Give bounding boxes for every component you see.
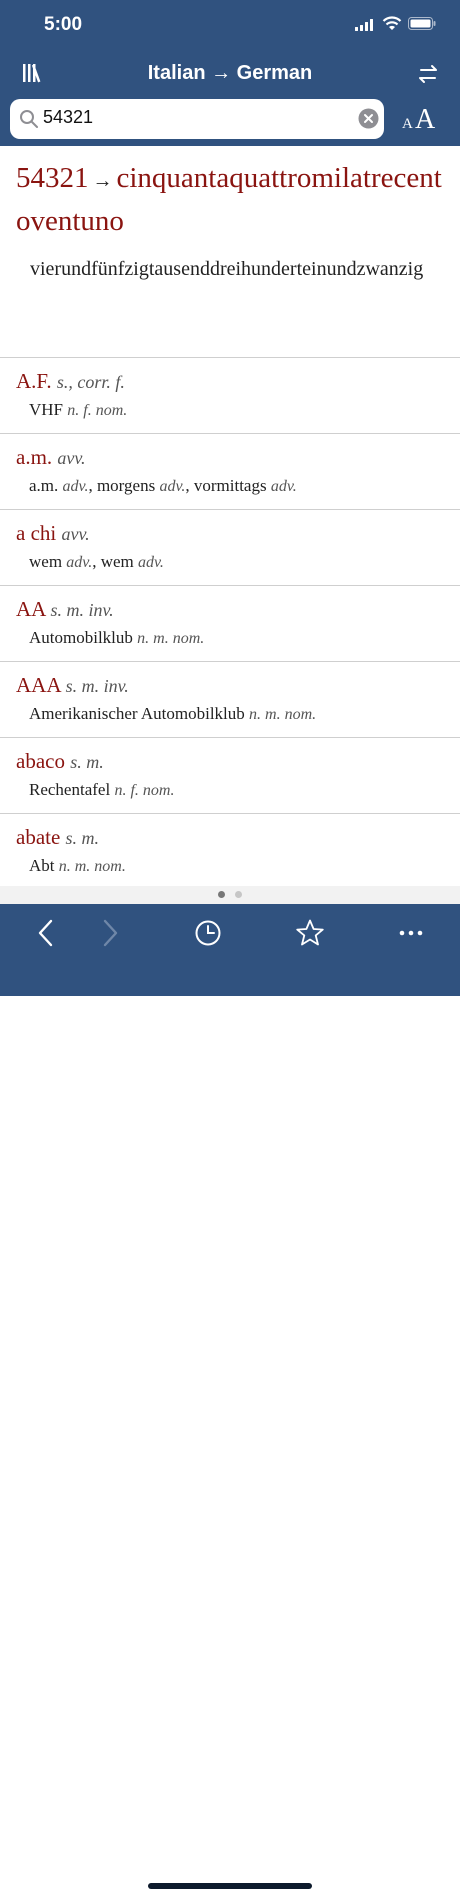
entry-translations — [16, 853, 444, 880]
page-dot-active — [218, 891, 225, 898]
translation-word: a.m. — [29, 476, 59, 495]
translation-word: morgens — [96, 476, 156, 495]
translation-word: vormittags — [193, 476, 267, 495]
font-size-button[interactable] — [400, 106, 442, 136]
list-item[interactable] — [0, 814, 460, 886]
bottom-toolbar — [0, 904, 460, 996]
list-item[interactable] — [0, 738, 460, 814]
back-icon[interactable] — [32, 918, 62, 948]
translation-grammar: adv. — [270, 478, 297, 495]
battery-icon — [408, 17, 436, 30]
translation-word: wem — [29, 552, 63, 571]
main-headword — [16, 158, 444, 241]
entry-list — [0, 358, 460, 886]
entry-grammar: s., corr. f. — [56, 372, 125, 392]
status-bar — [0, 0, 460, 50]
search-input[interactable]: 54321 — [43, 107, 94, 127]
cellular-signal-icon — [355, 19, 375, 31]
clear-search-icon[interactable] — [358, 108, 379, 129]
translation-grammar: n. f. nom. — [67, 402, 128, 419]
translation-grammar: n. m. nom. — [249, 706, 317, 723]
translation-word: Amerikanischer Automobilklub — [29, 704, 245, 723]
list-item[interactable] — [0, 434, 460, 510]
main-translation: vierundfünfzigtausenddreihunderteinundzwanzig — [30, 258, 424, 280]
entry-grammar: avv. — [61, 524, 90, 544]
translation-grammar: adv. — [159, 478, 186, 495]
entry-translations: a.m. adv., morgens adv., vormittags adv. — [29, 476, 297, 495]
entry-headword: a.m. — [16, 445, 53, 469]
entry-headword-line — [16, 594, 444, 625]
entry-headword-line — [16, 442, 444, 473]
entry-headword-line — [16, 518, 444, 549]
entry-headword-line — [16, 670, 444, 701]
arrow-glyph: → — [92, 170, 113, 192]
translation-grammar: n. m. nom. — [58, 858, 126, 875]
entry-translations: wem adv., wem adv. — [29, 552, 164, 571]
home-indicator — [148, 1883, 312, 1889]
entry-headword-line — [16, 746, 444, 777]
star-icon[interactable] — [295, 918, 325, 948]
translation-word: Rechentafel — [29, 780, 111, 799]
search-field[interactable] — [10, 99, 384, 139]
page-indicator — [0, 886, 460, 904]
page-title: Italian → German — [147, 62, 313, 84]
list-item[interactable] — [0, 662, 460, 738]
translation-grammar: n. f. nom. — [114, 782, 175, 799]
translation-word: Automobilklub — [29, 628, 133, 647]
list-item[interactable] — [0, 358, 460, 434]
list-item[interactable] — [0, 510, 460, 586]
font-size-large-label: A — [415, 104, 436, 135]
list-item[interactable] — [0, 586, 460, 662]
search-icon — [19, 109, 39, 129]
entry-headword-line — [16, 366, 444, 397]
entry-translations — [16, 625, 444, 652]
translation-grammar: adv. — [66, 554, 93, 571]
entry-translations — [16, 397, 444, 424]
forward-icon[interactable] — [94, 918, 124, 948]
font-size-small-label: A — [402, 116, 413, 132]
entry-grammar: avv. — [57, 448, 86, 468]
entry-headword: A.F. — [16, 369, 52, 393]
entry-headword: a chi — [16, 521, 57, 545]
translation-grammar: adv. — [62, 478, 89, 495]
translation-grammar: adv. — [138, 554, 164, 571]
main-headword-word: cinquantaquattromilatrecentoventuno — [16, 162, 442, 237]
status-time: 5:00 — [44, 14, 83, 35]
entry-headword: abaco — [16, 749, 65, 773]
history-icon[interactable] — [193, 918, 223, 948]
translation-word: wem — [100, 552, 134, 571]
entry-headword: AAA — [16, 673, 61, 697]
page-dot — [235, 891, 242, 898]
top-bar — [0, 0, 460, 146]
entry-translations — [16, 777, 444, 804]
entry-translations — [16, 701, 444, 728]
translation-word: VHF — [29, 400, 64, 419]
wifi-icon — [382, 16, 402, 31]
entry-grammar: s. m. inv. — [50, 600, 114, 620]
swap-direction-icon[interactable] — [416, 62, 440, 86]
translation-word: Abt — [29, 856, 55, 875]
main-entry[interactable] — [0, 146, 460, 358]
entry-grammar: s. m. inv. — [65, 676, 129, 696]
translation-grammar: n. m. nom. — [137, 630, 205, 647]
entry-headword-line — [16, 822, 444, 853]
entry-grammar: s. m. — [65, 828, 100, 848]
entry-grammar: s. m. — [70, 752, 104, 772]
entry-headword: abate — [16, 825, 61, 849]
main-headword-query: 54321 — [16, 162, 89, 194]
more-icon[interactable] — [396, 918, 426, 948]
dictionary-results — [0, 146, 460, 886]
entry-headword: AA — [16, 597, 46, 621]
navigation-bar — [0, 52, 460, 96]
